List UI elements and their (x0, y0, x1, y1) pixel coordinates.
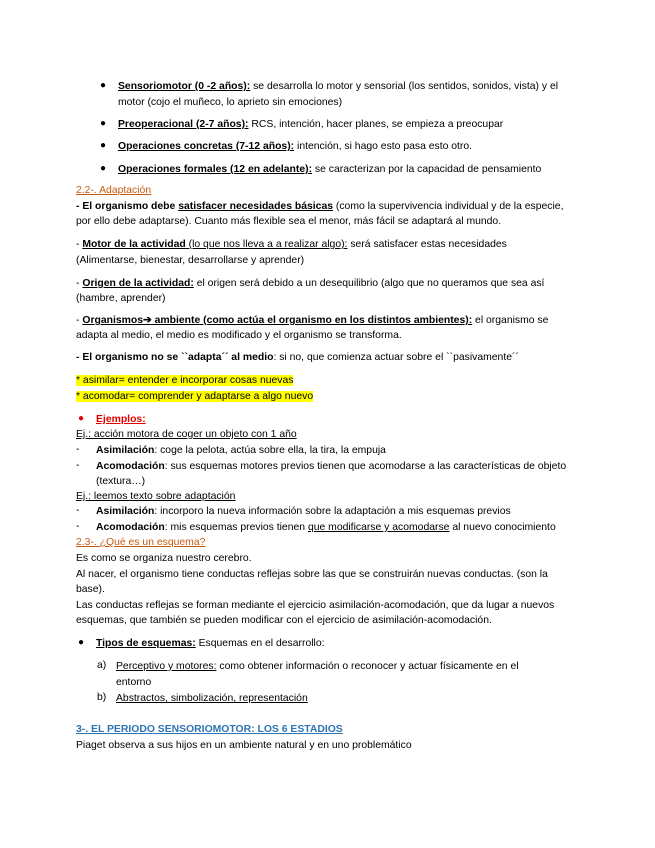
stage-item-continued (118, 96, 618, 109)
paragraph-continued: (hambre, aprender) (76, 293, 166, 304)
schema-type-item-continued: entorno (116, 677, 152, 688)
stage-name: Preoperacional (2-7 años): (118, 119, 249, 130)
highlight-note: * asimilar= entender e incorporar cosas nuevas (76, 375, 294, 386)
list-marker: b) (97, 692, 107, 703)
schema-type-item: Perceptivo y motores: como obtener información o reconocer y actuar físicamente en el (116, 661, 519, 672)
paragraph: - Motor de la actividad (lo que nos lleva a a realizar algo): será satisfacer estas necesidades (76, 239, 507, 250)
dash-marker: - (76, 505, 80, 516)
example-item: Acomodación: sus esquemas motores previos tienen que acomodarse a las características de objeto (96, 461, 567, 472)
dash-marker: - (76, 460, 80, 471)
example-title: Ej.: leemos texto sobre adaptación (76, 491, 236, 502)
stage-text: intención, si hago esto pasa esto otro. (294, 141, 473, 152)
stage-text: motor (cojo el muñeco, lo aprieto sin emociones) (118, 97, 343, 108)
stage-item (118, 118, 618, 131)
example-item-continued: (textura…) (96, 476, 146, 487)
example-item: Acomodación: mis esquemas previos tienen que modificarse y acomodarse al nuevo conocimiento (96, 522, 556, 533)
example-title: Ej.: acción motora de coger un objeto con 1 año (76, 429, 297, 440)
stage-name: Operaciones formales (12 en adelante): (118, 164, 313, 175)
bullet-icon: ● (78, 413, 85, 424)
example-item: Asimilación: incorporo la nueva información sobre la adaptación a mis esquemas previos (96, 506, 511, 517)
paragraph-continued: adapta al medio, el medio es modificado y el organismo se transforma. (76, 330, 402, 341)
dash-marker: - (76, 521, 80, 532)
schema-type-item: Abstractos, simbolización, representación (116, 693, 308, 704)
paragraph: Es como se organiza nuestro cerebro. (76, 553, 252, 564)
stage-item (118, 80, 618, 93)
arrow-icon: ➔ (143, 315, 152, 326)
paragraph: - El organismo debe satisfacer necesidades básicas (como la supervivencia individual y de la especie, (76, 201, 564, 212)
paragraph: Piaget observa a sus hijos en un ambiente natural y en uno problemático (76, 740, 412, 751)
bullet-icon: ● (100, 140, 107, 151)
paragraph: - Organismos➔ ambiente (como actúa el organismo en los distintos ambientes): el organismo se (76, 315, 549, 326)
highlight-note: * acomodar= comprender y adaptarse a algo nuevo (76, 391, 314, 402)
paragraph-continued: (Alimentarse, bienestar, desarrollarse y aprender) (76, 255, 305, 266)
stage-item (118, 163, 618, 176)
paragraph-continued: base). (76, 584, 105, 595)
stage-text: se caracterizan por la capacidad de pensamiento (312, 164, 542, 175)
stage-name: Operaciones concretas (7-12 años): (118, 141, 295, 152)
stage-text: se desarrolla lo motor y sensorial (los sentidos, sonidos, vista) y el (250, 81, 559, 92)
paragraph: Las conductas reflejas se forman mediante el ejercicio asimilación-acomodación, que da lugar a nuevos (76, 600, 555, 611)
bullet-icon: ● (100, 80, 107, 91)
paragraph: - Origen de la actividad: el origen será debido a un desequilibrio (algo que no queramos que sea así (76, 278, 545, 289)
section-heading-sensoriomotor: 3-. EL PERIODO SENSORIOMOTOR: LOS 6 ESTADIOS (76, 724, 343, 735)
paragraph-continued: por ello debe adaptarse). Cuanto más flexible sea el menor, más fácil se adaptará al mundo. (76, 216, 502, 227)
list-marker: a) (97, 660, 107, 671)
section-heading-adaptacion: 2.2-. Adaptación (76, 185, 152, 196)
paragraph-continued: esquemas, que también se pueden modificar con el ejercicio de asimilación-acomodación. (76, 615, 492, 626)
bullet-icon: ● (78, 637, 85, 648)
example-item: Asimilación: coge la pelota, actúa sobre ella, la tira, la empuja (96, 445, 386, 456)
dash-marker: - (76, 444, 80, 455)
bullet-icon: ● (100, 163, 107, 174)
section-heading-esquema: 2.3-. ¿Qué es un esquema? (76, 537, 206, 548)
bullet-icon: ● (100, 118, 107, 129)
examples-label: Ejemplos: (96, 414, 146, 425)
stage-name: Sensoriomotor (0 -2 años): (118, 81, 251, 92)
stage-text: RCS, intención, hacer planes, se empieza a preocupar (248, 119, 504, 130)
schema-types: Tipos de esquemas: Esquemas en el desarrollo: (96, 638, 325, 649)
stage-item (118, 140, 618, 153)
paragraph: - El organismo no se ``adapta´´ al medio: si no, que comienza actuar sobre el ``pasivamente´´ (76, 352, 519, 363)
paragraph: Al nacer, el organismo tiene conductas reflejas sobre las que se construirán nuevas conductas. (son la (76, 569, 548, 580)
